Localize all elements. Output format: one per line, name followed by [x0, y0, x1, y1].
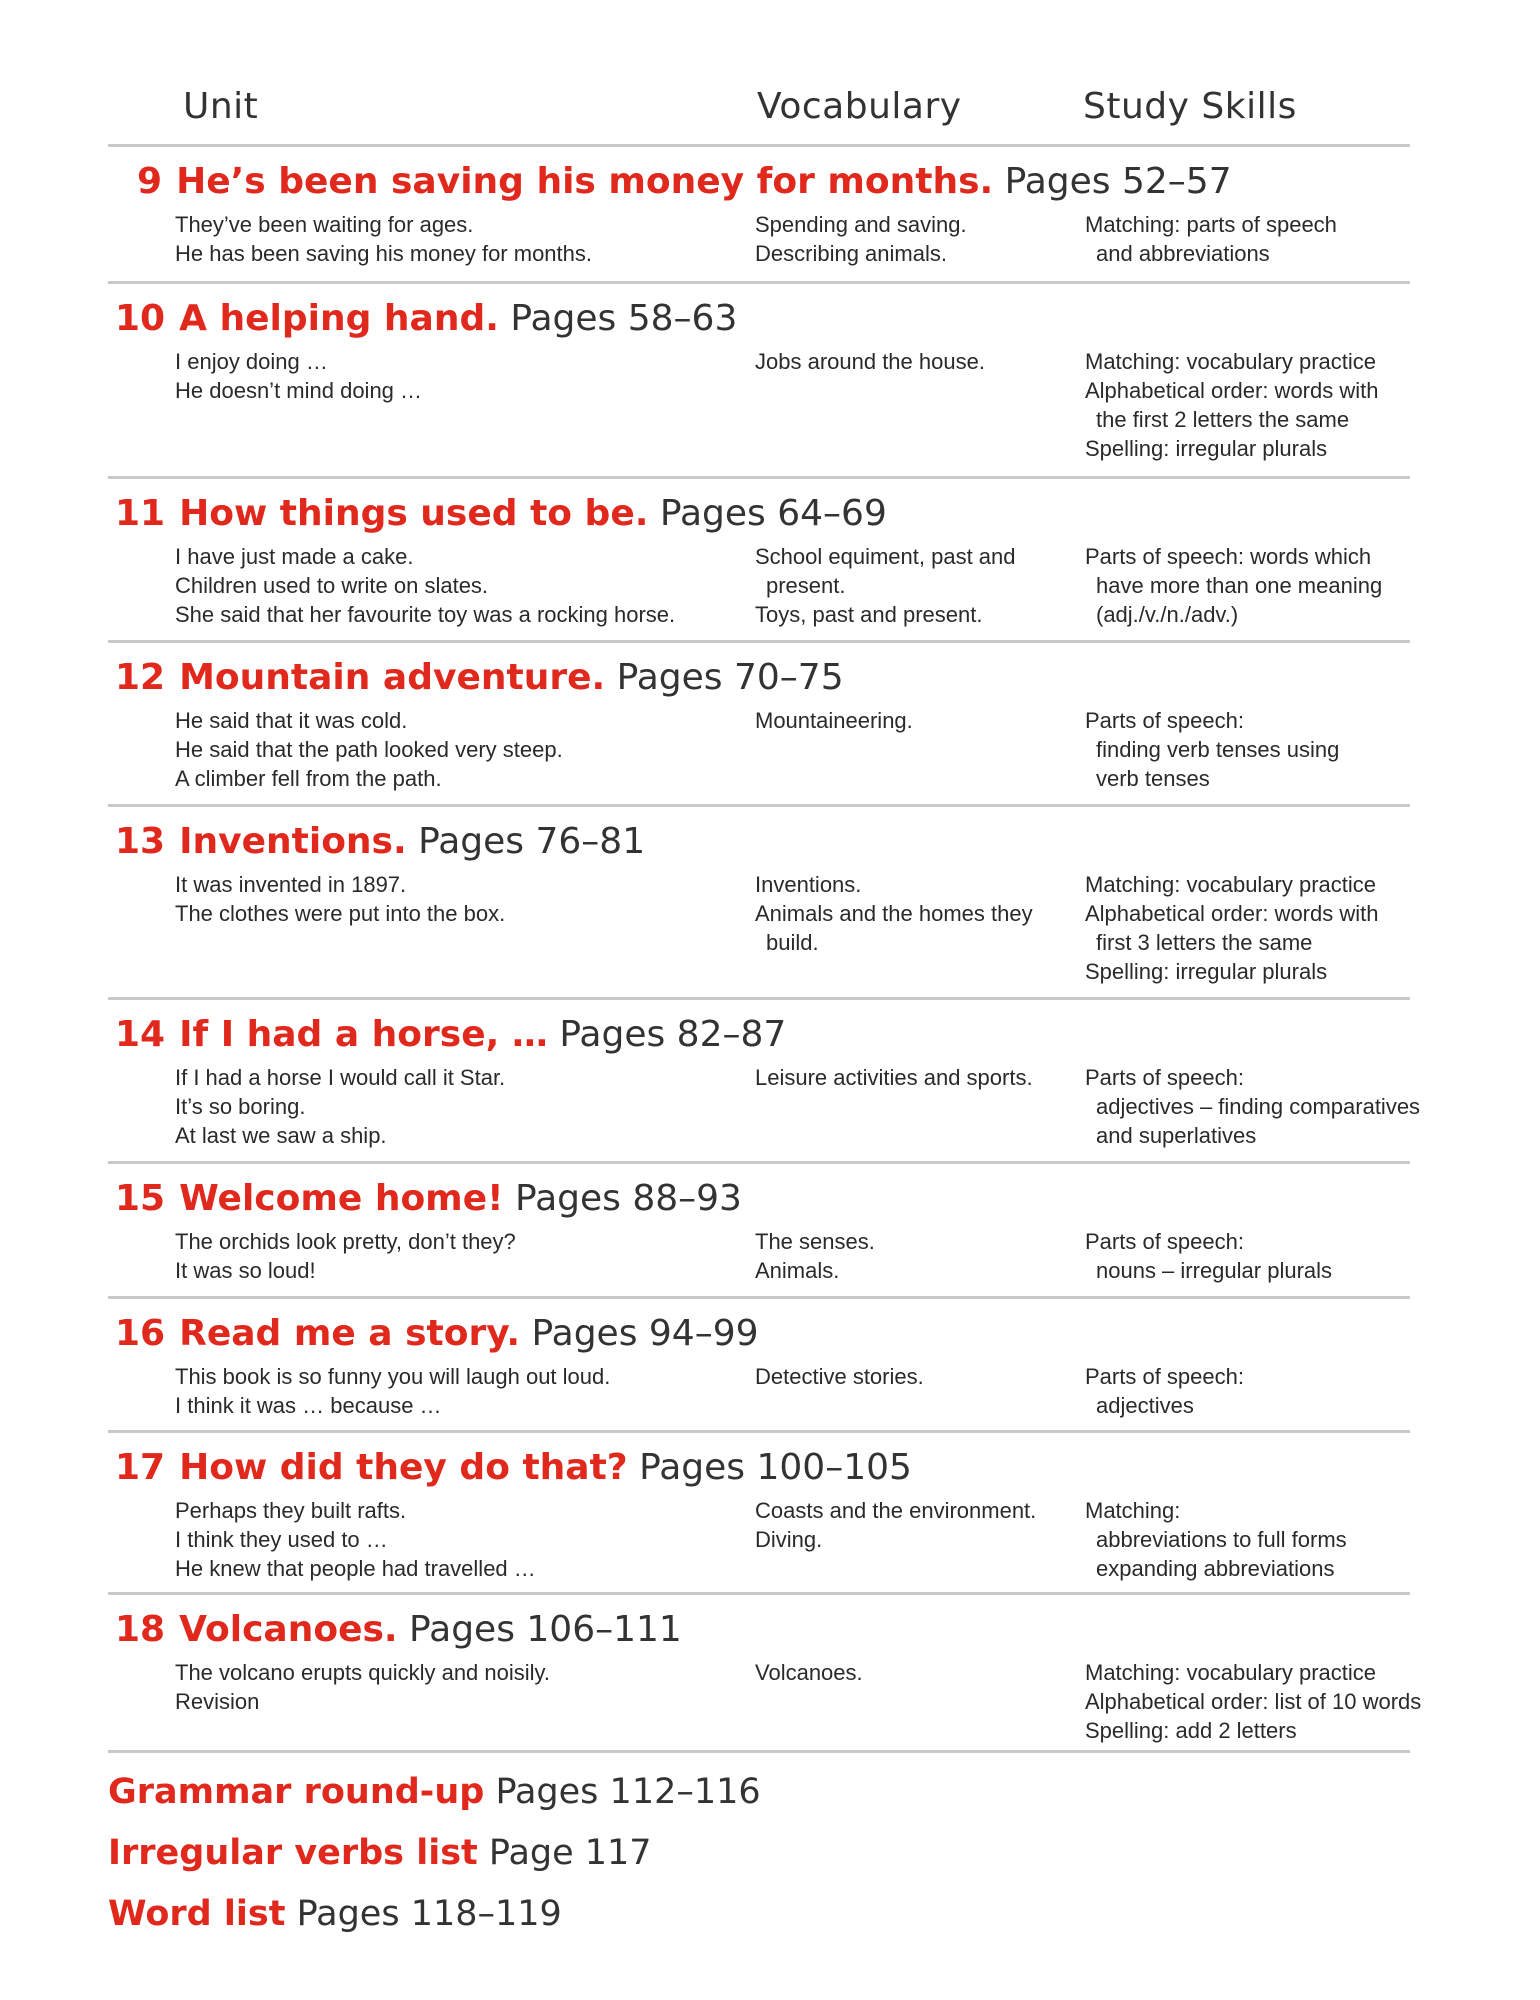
grammar-line: She said that her favourite toy was a rocking horse. — [175, 602, 676, 627]
grammar-column — [175, 542, 675, 629]
unit-name[interactable]: Volcanoes. — [179, 1609, 398, 1650]
vocab-line: Describing animals. — [755, 241, 947, 266]
grammar-line: I have just made a cake. — [175, 544, 414, 569]
vocabulary-column — [755, 1063, 1033, 1092]
skills-line: Alphabetical order: words with — [1085, 378, 1379, 403]
grammar-column — [175, 706, 563, 793]
vocab-line: Coasts and the environment. — [755, 1498, 1037, 1523]
footer-item-pages: Pages 118–119 — [296, 1894, 562, 1934]
grammar-line: They’ve been waiting for ages. — [175, 212, 474, 237]
grammar-column — [175, 1362, 610, 1420]
grammar-line: The clothes were put into the box. — [175, 901, 506, 926]
vocabulary-column — [755, 347, 985, 376]
unit-number: 9 — [137, 161, 163, 202]
unit-name[interactable]: Mountain adventure. — [179, 657, 606, 698]
vocabulary-column — [755, 706, 913, 735]
vocab-line: Inventions. — [755, 872, 862, 897]
study-skills-column — [1085, 210, 1337, 268]
vocab-line: Mountaineering. — [755, 708, 913, 733]
header-unit: Unit — [183, 86, 259, 127]
vocab-line: Leisure activities and sports. — [755, 1065, 1033, 1090]
header-vocabulary: Vocabulary — [757, 86, 962, 127]
skills-line: Matching: vocabulary practice — [1085, 872, 1377, 897]
vocab-line: Jobs around the house. — [755, 349, 985, 374]
vocab-line: Detective stories. — [755, 1364, 924, 1389]
unit-name[interactable]: How did they do that? — [179, 1447, 628, 1488]
footer-item[interactable] — [108, 1892, 562, 1936]
vocab-line: Toys, past and present. — [755, 602, 983, 627]
study-skills-column — [1085, 1658, 1421, 1745]
vocabulary-column — [755, 1658, 863, 1687]
unit-name[interactable]: A helping hand. — [179, 298, 499, 339]
skills-line: Alphabetical order: words with — [1085, 901, 1379, 926]
unit-title — [115, 820, 645, 864]
unit-pages: Pages 70–75 — [616, 657, 844, 698]
study-skills-column — [1085, 870, 1378, 986]
vocab-line: present. — [766, 573, 846, 598]
unit-divider — [108, 640, 1410, 643]
skills-line: Matching: vocabulary practice — [1085, 1660, 1377, 1685]
vocabulary-column — [755, 1227, 875, 1285]
grammar-line: This book is so funny you will laugh out loud. — [175, 1364, 611, 1389]
unit-divider — [108, 1750, 1410, 1753]
skills-line: verb tenses — [1096, 766, 1210, 791]
unit-number: 12 — [115, 657, 166, 698]
grammar-column — [175, 1658, 550, 1716]
unit-divider — [108, 997, 1410, 1000]
unit-pages: Pages 76–81 — [418, 821, 646, 862]
unit-pages: Pages 94–99 — [531, 1313, 759, 1354]
vocab-line: Volcanoes. — [755, 1660, 863, 1685]
grammar-line: He said that it was cold. — [175, 708, 408, 733]
study-skills-column — [1085, 347, 1378, 463]
grammar-line: Revision — [175, 1689, 260, 1714]
unit-title — [115, 1446, 912, 1490]
grammar-line: The orchids look pretty, don’t they? — [175, 1229, 516, 1254]
footer-item-pages: Pages 112–116 — [495, 1772, 761, 1812]
grammar-line: It’s so boring. — [175, 1094, 306, 1119]
skills-line: have more than one meaning — [1096, 573, 1383, 598]
grammar-line: I think they used to … — [175, 1527, 388, 1552]
unit-title — [115, 1013, 786, 1057]
footer-item-pages: Page 117 — [488, 1833, 652, 1873]
skills-line: Parts of speech: — [1085, 1364, 1244, 1389]
grammar-line: If I had a horse I would call it Star. — [175, 1065, 506, 1090]
unit-title — [115, 492, 887, 536]
study-skills-column — [1085, 706, 1339, 793]
unit-number: 11 — [115, 493, 166, 534]
unit-pages: Pages 64–69 — [659, 493, 887, 534]
unit-number: 10 — [115, 298, 166, 339]
unit-divider — [108, 1296, 1410, 1299]
grammar-line: He knew that people had travelled … — [175, 1556, 536, 1581]
unit-title — [115, 297, 737, 341]
unit-pages: Pages 58–63 — [510, 298, 738, 339]
grammar-line: He said that the path looked very steep. — [175, 737, 563, 762]
unit-title — [115, 1177, 742, 1221]
unit-number: 16 — [115, 1313, 166, 1354]
vocabulary-column — [755, 1496, 1036, 1554]
vocab-line: The senses. — [755, 1229, 875, 1254]
unit-divider — [108, 1430, 1410, 1433]
unit-number: 17 — [115, 1447, 166, 1488]
unit-divider — [108, 1161, 1410, 1164]
grammar-line: Perhaps they built rafts. — [175, 1498, 407, 1523]
grammar-column — [175, 210, 592, 268]
unit-divider — [108, 476, 1410, 479]
skills-line: and abbreviations — [1096, 241, 1270, 266]
unit-name[interactable]: He’s been saving his money for months. — [176, 161, 994, 202]
footer-item-name: Irregular verbs list — [108, 1833, 478, 1873]
skills-line: Spelling: irregular plurals — [1085, 436, 1328, 461]
footer-item-name: Grammar round-up — [108, 1772, 485, 1812]
vocabulary-column — [755, 870, 1033, 957]
grammar-line: I enjoy doing … — [175, 349, 328, 374]
unit-number: 14 — [115, 1014, 166, 1055]
skills-line: Parts of speech: words which — [1085, 544, 1372, 569]
skills-line: Parts of speech: — [1085, 1229, 1244, 1254]
grammar-column — [175, 870, 505, 928]
vocabulary-column — [755, 1362, 924, 1391]
vocab-line: Animals. — [755, 1258, 840, 1283]
skills-line: Parts of speech: — [1085, 1065, 1244, 1090]
skills-line: adjectives – finding comparatives — [1096, 1094, 1421, 1119]
skills-line: and superlatives — [1096, 1123, 1257, 1148]
skills-line: Spelling: add 2 letters — [1085, 1718, 1297, 1743]
skills-line: Matching: vocabulary practice — [1085, 349, 1377, 374]
skills-line: Matching: parts of speech — [1085, 212, 1337, 237]
footer-item[interactable] — [108, 1770, 761, 1814]
grammar-line: The volcano erupts quickly and noisily. — [175, 1660, 551, 1685]
skills-line: Alphabetical order: list of 10 words — [1085, 1689, 1422, 1714]
grammar-column — [175, 347, 422, 405]
unit-number: 18 — [115, 1609, 166, 1650]
unit-title — [115, 1608, 682, 1652]
grammar-line: He has been saving his money for months. — [175, 241, 593, 266]
study-skills-column — [1085, 1496, 1347, 1583]
unit-pages: Pages 88–93 — [514, 1178, 742, 1219]
unit-name[interactable]: Read me a story. — [179, 1313, 521, 1354]
skills-line: Parts of speech: — [1085, 708, 1244, 733]
unit-divider — [108, 1592, 1410, 1595]
header-study-skills: Study Skills — [1083, 86, 1297, 127]
unit-number: 15 — [115, 1178, 166, 1219]
skills-line: adjectives — [1096, 1393, 1194, 1418]
unit-number: 13 — [115, 821, 166, 862]
vocab-line: Spending and saving. — [755, 212, 967, 237]
unit-pages: Pages 82–87 — [559, 1014, 787, 1055]
grammar-line: At last we saw a ship. — [175, 1123, 387, 1148]
vocab-line: Animals and the homes they — [755, 901, 1033, 926]
study-skills-column — [1085, 1063, 1420, 1150]
grammar-line: Children used to write on slates. — [175, 573, 489, 598]
vocab-line: Diving. — [755, 1527, 823, 1552]
study-skills-column — [1085, 1362, 1244, 1420]
skills-line: Matching: — [1085, 1498, 1181, 1523]
unit-name[interactable]: Welcome home! — [179, 1178, 504, 1219]
unit-name[interactable]: How things used to be. — [179, 493, 649, 534]
grammar-column — [175, 1496, 536, 1583]
skills-line: (adj./v./n./adv.) — [1096, 602, 1239, 627]
unit-title — [115, 1312, 759, 1356]
vocabulary-column — [755, 210, 967, 268]
unit-pages: Pages 52–57 — [1004, 161, 1232, 202]
unit-name[interactable]: Inventions. — [179, 821, 407, 862]
skills-line: the first 2 letters the same — [1096, 407, 1350, 432]
study-skills-column — [1085, 1227, 1332, 1285]
unit-title — [137, 160, 1232, 204]
unit-divider — [108, 281, 1410, 284]
grammar-line: I think it was … because … — [175, 1393, 442, 1418]
skills-line: expanding abbreviations — [1096, 1556, 1335, 1581]
vocab-line: School equiment, past and — [755, 544, 1016, 569]
grammar-line: It was so loud! — [175, 1258, 316, 1283]
grammar-line: He doesn’t mind doing … — [175, 378, 423, 403]
grammar-column — [175, 1227, 516, 1285]
footer-item[interactable] — [108, 1831, 652, 1875]
grammar-column — [175, 1063, 505, 1150]
unit-divider — [108, 804, 1410, 807]
skills-line: nouns – irregular plurals — [1096, 1258, 1333, 1283]
vocabulary-column — [755, 542, 1016, 629]
header-divider — [108, 144, 1410, 147]
unit-pages: Pages 100–105 — [639, 1447, 912, 1488]
unit-title — [115, 656, 844, 700]
skills-line: abbreviations to full forms — [1096, 1527, 1347, 1552]
grammar-line: It was invented in 1897. — [175, 872, 407, 897]
unit-name[interactable]: If I had a horse, … — [179, 1014, 548, 1055]
footer-item-name: Word list — [108, 1894, 286, 1934]
grammar-line: A climber fell from the path. — [175, 766, 442, 791]
skills-line: finding verb tenses using — [1096, 737, 1340, 762]
skills-line: Spelling: irregular plurals — [1085, 959, 1328, 984]
unit-pages: Pages 106–111 — [409, 1609, 682, 1650]
vocab-line: build. — [766, 930, 819, 955]
skills-line: first 3 letters the same — [1096, 930, 1313, 955]
study-skills-column — [1085, 542, 1382, 629]
